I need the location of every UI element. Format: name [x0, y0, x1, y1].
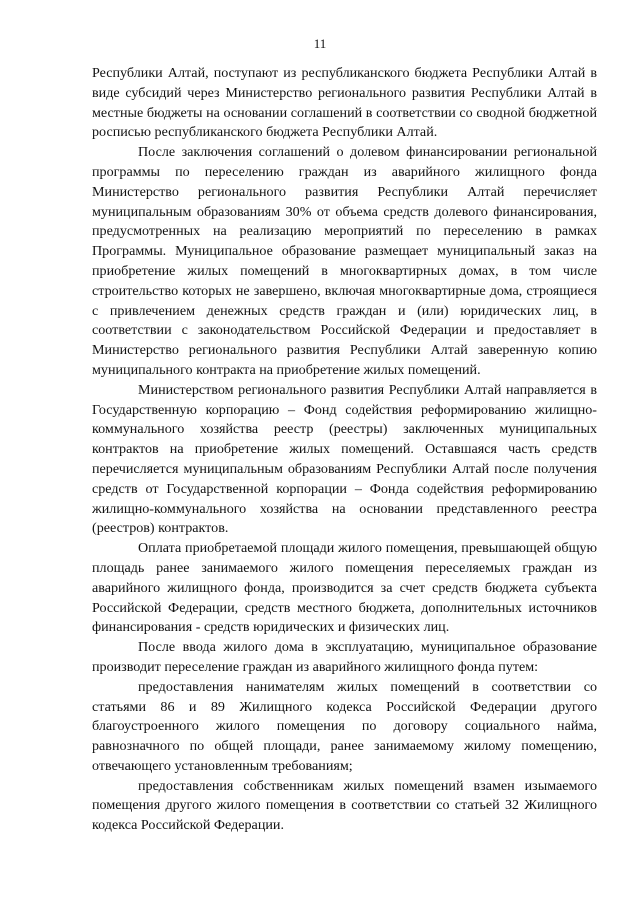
paragraph-7: предоставления собственникам жилых помещений взамен изымаемого помещения другого жилого помещения в соответствии со статьей 32 Жилищного кодекса Российской Федерации. — [92, 777, 597, 834]
paragraph-5: После ввода жилого дома в эксплуатацию, муниципальное образование производит переселение граждан из аварийного жилищного фонда путем: — [92, 639, 597, 675]
paragraph-4: Оплата приобретаемой площади жилого помещения, превышающей общую площадь ранее занимаемого жилого помещения переселяемых граждан из аварийного жилищного фонда, производится за счет средств бюджета субъекта Российской Федерации, средств местного бюджета, дополнительных источников финансирования - средств юридических и физических лиц. — [92, 540, 597, 636]
paragraph-6: предоставления нанимателям жилых помещений в соответствии со статьями 86 и 89 Жилищного кодекса Российской Федерации другого благоустроенного жилого помещения по договору социального найма, равнозначного по общей площади, ранее занимаемому жилому помещению, отвечающего установленным требованиям; — [92, 678, 597, 774]
paragraph-3: Министерством регионального развития Республики Алтай направляется в Государственную корпорацию – Фонд содействия реформированию жилищно-коммунального хозяйства реестр (реестры) заключенных муниципальных контрактов на приобретение жилых помещений. Оставшаяся часть средств перечисляется муниципальным образованиям Республики Алтай после получения средств от Государственной корпорации – Фонда содействия реформированию жилищно-коммунального хозяйства на основании представленного реестра (реестров) контрактов. — [92, 381, 597, 537]
document-body — [92, 64, 597, 836]
page-number: 11 — [313, 36, 327, 51]
paragraph-2: После заключения соглашений о долевом финансировании региональной программы по переселению граждан из аварийного жилищного фонда Министерство регионального развития Республики Алтай перечисляет муниципальным образованиям 30% от объема средств долевого финансирования, предусмотренных на реализацию мероприятий по переселению в рамках Программы. Муниципальное образование размещает муниципальный заказ на приобретение жилых помещений в многоквартирных домах, в том числе строительство которых не завершено, включая многоквартирные дома, строящиеся с привлечением денежных средств граждан и (или) юридических лиц, в соответствии с законодательством Российской Федерации и предоставляет в Министерство регионального развития Республики Алтай заверенную копию муниципального контракта на приобретение жилых помещений. — [92, 144, 597, 378]
paragraph-1: Республики Алтай, поступают из республиканского бюджета Республики Алтай в виде субсидий через Министерство регионального развития Республики Алтай в местные бюджеты на основании соглашений в соответствии со сводной бюджетной росписью республиканского бюджета Республики Алтай. — [92, 65, 597, 141]
